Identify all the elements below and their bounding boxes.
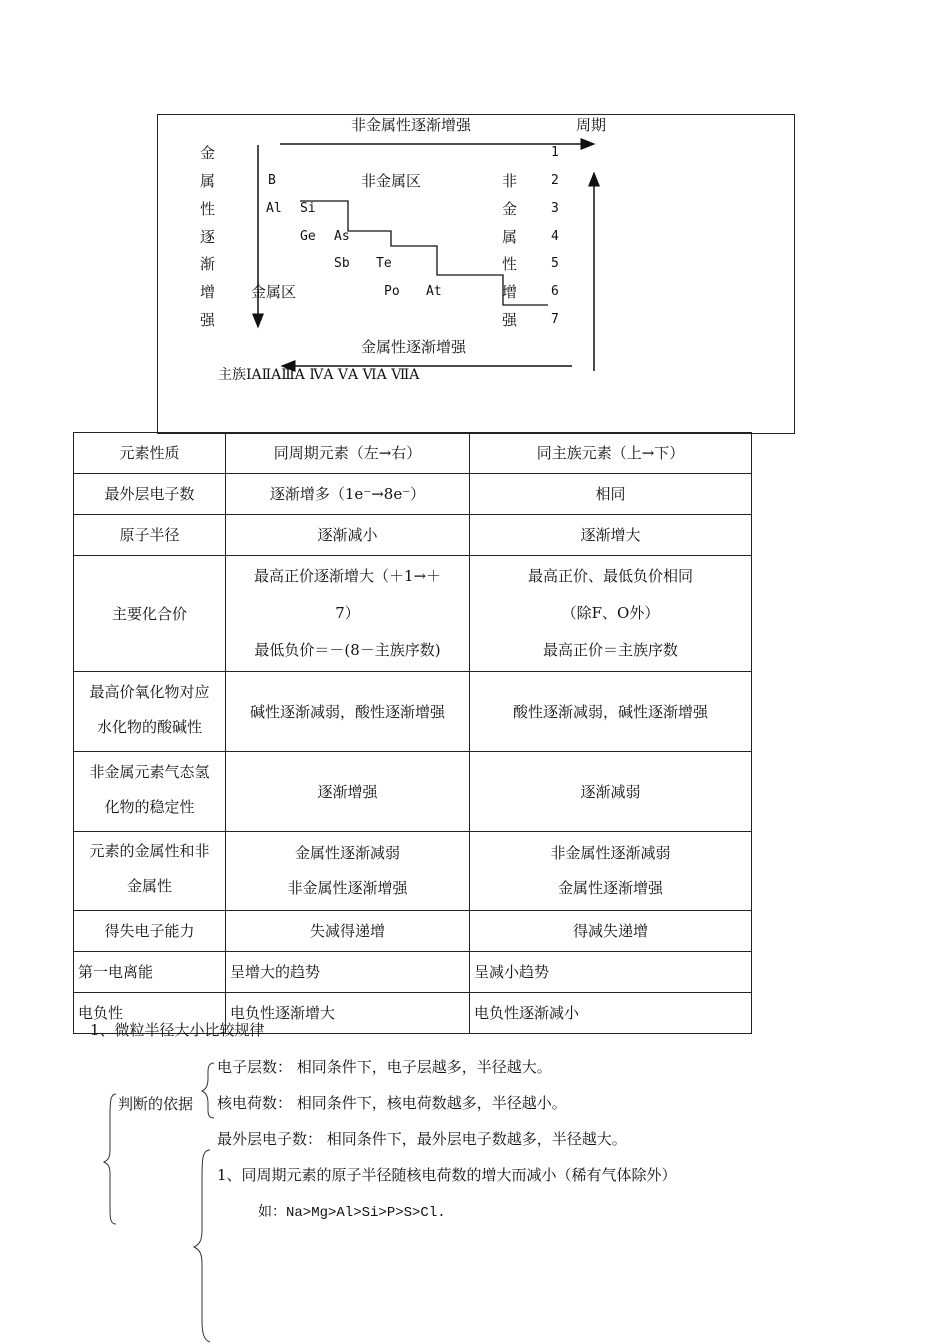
left-char-3: 逐 [200,228,216,246]
element-sb: Sb [334,256,350,271]
period-number-6: 6 [551,284,559,299]
row-label: 原子半径 [74,515,226,556]
table-cell [226,556,470,672]
header-cell: 同周期元素（左→右） [226,433,470,474]
rule-electron-shells: 电子层数： 相同条件下，电子层越多，半径越大。 [217,1058,552,1076]
table-row [74,672,752,752]
table-row [74,556,752,672]
basis-label: 判断的依据 [118,1095,194,1113]
example-line [258,1201,446,1223]
cell-line: 最高正价逐渐增大（＋1→＋ [253,567,442,585]
left-char-2: 性 [200,200,216,218]
period-label: 周期 [576,116,607,134]
cell-line: 最高价氧化物对应 [89,682,210,701]
period-number-5: 5 [551,256,559,271]
row-label: 主要化合价 [74,556,226,672]
table-cell: 碱性逐渐减弱，酸性逐渐增强 [226,672,470,752]
row-label [74,832,226,911]
cell-line: 非金属性逐渐减弱 [550,844,671,862]
table-cell: 相同 [470,474,752,515]
table-row [74,911,752,952]
cell-line: 水化物的酸碱性 [96,717,202,736]
cell-line: 元素的金属性和非 [89,842,210,860]
table-cell: 逐渐减小 [226,515,470,556]
bottom-label: 金属性逐渐增强 [361,338,467,356]
table-cell: 电负性逐渐增大 [226,993,470,1034]
group-row-label: 主族ⅠAⅡAⅢA ⅣA ⅤA ⅥA ⅦA [218,367,420,383]
row-label [74,672,226,752]
table-cell: 呈增大的趋势 [226,952,470,993]
section-heading: 1、微粒半径大小比较规律 [90,1021,265,1039]
table-cell [470,556,752,672]
element-al: Al [266,201,282,216]
row-label: 电负性 [74,993,226,1034]
example-text: 如：Na>Mg>Al>Si>P>S>Cl. [258,1205,446,1221]
cell-line: 7） [335,604,360,622]
left-char-6: 强 [200,311,216,329]
right-char-4: 增 [502,283,518,301]
right-char-3: 性 [502,255,518,273]
cell-line: 最低负价＝－(8－主族序数) [254,641,441,659]
row-label: 最外层电子数 [74,474,226,515]
cell-line: （除F、O外） [561,604,660,622]
cell-line: 金属性逐渐增强 [557,879,663,897]
left-char-1: 属 [200,172,216,190]
cell-line: 金属性逐渐减弱 [294,844,400,862]
table-header-row [74,433,752,474]
table-cell: 逐渐增强 [226,752,470,832]
table-cell [470,832,752,911]
period-number-3: 3 [551,201,559,216]
table-row [74,752,752,832]
element-po: Po [384,284,400,299]
period-number-7: 7 [551,312,559,327]
element-te: Te [376,256,392,271]
table-cell: 电负性逐渐减小 [470,993,752,1034]
table-row [74,515,752,556]
metal-zone-label: 金属区 [251,283,297,301]
rule-outer-electrons: 最外层电子数： 相同条件下，最外层电子数越多，半径越大。 [217,1130,627,1148]
nonmetal-zone-label: 非金属区 [361,172,422,190]
table-row [74,952,752,993]
element-at: At [426,284,442,299]
rule-nuclear-charge: 核电荷数： 相同条件下，核电荷数越多，半径越小。 [217,1094,567,1112]
row-label: 第一电离能 [74,952,226,993]
rule-same-period: 1、同周期元素的原子半径随核电荷数的增大而减小（稀有气体除外） [217,1166,677,1184]
row-label: 得失电子能力 [74,911,226,952]
table-row [74,832,752,911]
cell-line: 最高正价＝主族序数 [542,641,678,659]
table-cell: 失减得递增 [226,911,470,952]
cell-line: 非金属性逐渐增强 [287,879,408,897]
table-cell: 酸性逐渐减弱，碱性逐渐增强 [470,672,752,752]
cell-line: 化物的稳定性 [104,797,195,816]
element-properties-table [73,432,752,1034]
right-char-2: 属 [502,228,518,246]
element-b: B [268,173,276,188]
header-cell: 元素性质 [74,433,226,474]
left-char-0: 金 [200,144,216,162]
left-char-5: 增 [200,283,216,301]
cell-line: 非金属元素气态氢 [89,762,210,781]
table-cell: 呈减小趋势 [470,952,752,993]
top-label: 非金属性逐渐增强 [351,116,472,134]
table-cell: 逐渐增多（1e⁻→8e⁻） [226,474,470,515]
right-char-0: 非 [502,172,518,190]
cell-line: 金属性 [126,877,172,895]
table-cell [226,832,470,911]
row-label [74,752,226,832]
period-number-2: 2 [551,173,559,188]
element-si: Si [300,201,316,216]
periodic-trend-diagram [157,114,795,434]
left-char-4: 渐 [200,255,216,273]
table-cell: 得减失递增 [470,911,752,952]
cell-line: 最高正价、最低负价相同 [527,567,693,585]
element-as: As [334,229,350,244]
table-cell: 逐渐增大 [470,515,752,556]
period-number-4: 4 [551,229,559,244]
table-cell: 逐渐减弱 [470,752,752,832]
table-row [74,474,752,515]
right-char-5: 强 [502,311,518,329]
header-cell: 同主族元素（上→下） [470,433,752,474]
right-char-1: 金 [502,200,518,218]
period-number-1: 1 [551,145,559,160]
diagram-arrows-and-staircase [158,115,794,433]
element-ge: Ge [300,229,316,244]
